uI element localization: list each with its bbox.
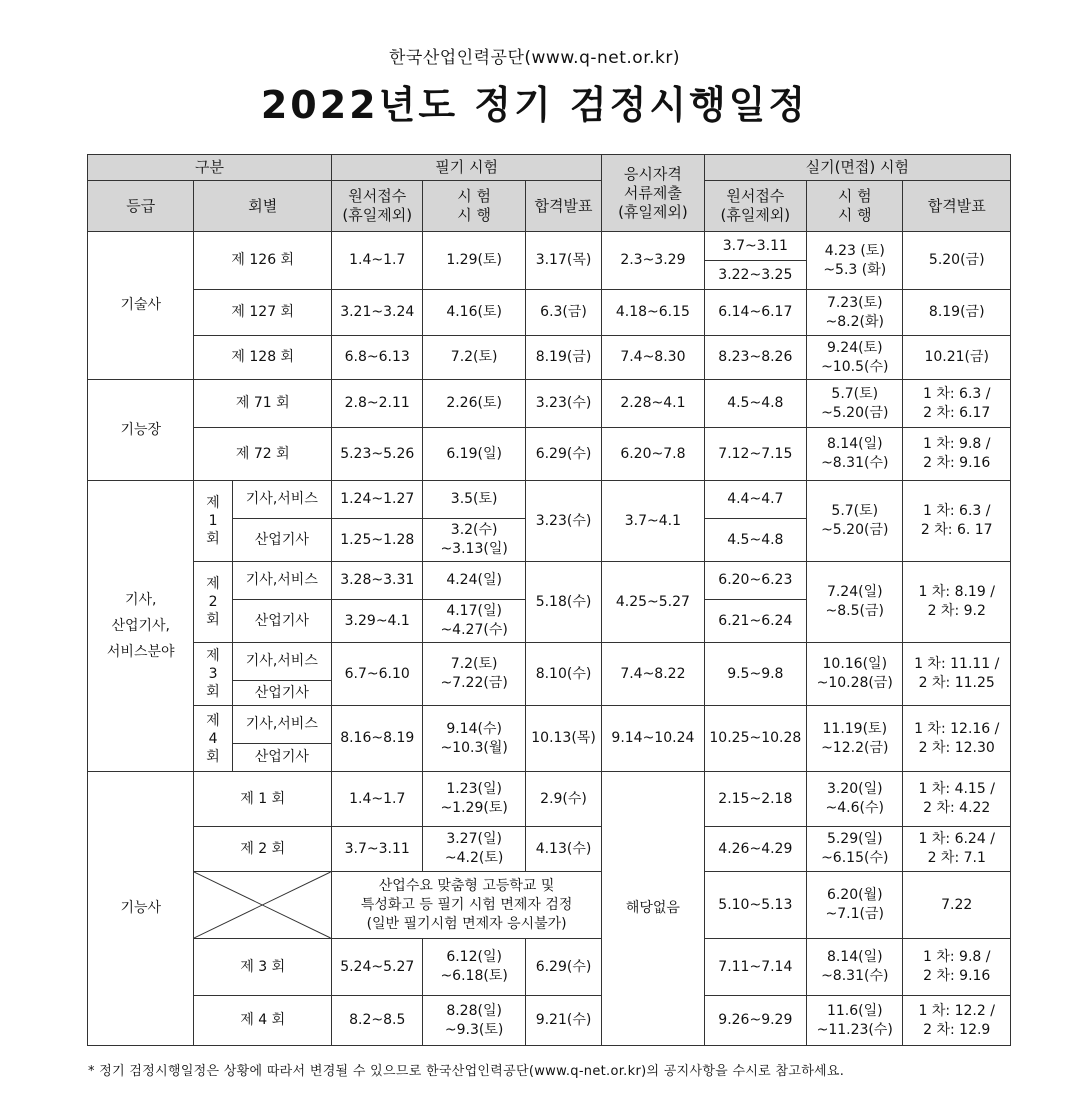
table-row: 산업기사 [88,681,1011,706]
table-row: 제 128 회 6.8~6.13 7.2(토) 8.19(금) 7.4~8.30 8.23~8.26 9.24(토) ~10.5(수) 10.21(금) [88,336,1011,380]
header-silgi: 실기(면접) 시험 [704,155,1010,181]
table-row: 산업기사 [88,744,1011,772]
table-row: 산업수요 맞춤형 고등학교 및 특성화고 등 필기 시험 면제자 검정 (일반 필기시험 면제자 응시불가) 5.10~5.13 6.20(월) ~7.1(금) 7.22 [88,872,1011,939]
header-row-1 [88,155,1011,181]
header-p-exam: 시 험 시 행 [423,181,525,232]
table-row: 제 4 회 8.2~8.5 8.28(일) ~9.3(토) 9.21(수) 9.26~9.29 11.6(일) ~11.23(수) 1 차: 12.2 / 2 차: 12.9 [88,996,1011,1046]
header-p-result: 합격발표 [525,181,601,232]
header-s-apply: 원서접수 (휴일제외) [704,181,806,232]
header-pilgi: 필기 시험 [332,155,602,181]
header-gubun: 구분 [88,155,332,181]
grade-gisa: 기사, 산업기사, 서비스분야 [88,481,194,772]
footnote: * 정기 검정시행일정은 상황에 따라서 변경될 수 있으므로 한국산업인력공단(www.q-net.or.kr)의 공지사항을 수시로 참고하세요. [88,1064,845,1079]
header-p-apply: 원서접수 (휴일제외) [332,181,423,232]
header-s-exam: 시 험 시 행 [807,181,903,232]
crossed-out-cell [194,872,332,939]
table-row: 제 127 회 3.21~3.24 4.16(토) 6.3(금) 4.18~6.15 6.14~6.17 7.23(토) ~8.2(화) 8.19(금) [88,290,1011,336]
table-row: 제 72 회 5.23~5.26 6.19(일) 6.29(수) 6.20~7.8 7.12~7.15 8.14(일) ~8.31(수) 1 차: 9.8 / 2 차: 9.16 [88,428,1011,481]
grade-gineungsa: 기능사 [88,772,194,1046]
grade-gineungjang: 기능장 [88,380,194,481]
table-row: 산업기사 1.25~1.28 3.2(수) ~3.13(일) 4.5~4.8 [88,519,1011,562]
table-row: 기사, 산업기사, 서비스분야 제 1 회 기사,서비스 1.24~1.27 3.5(토) 3.23(수) 3.7~4.1 4.4~4.7 5.7(토) ~5.20(금) 1 차: 6.3 / 2 차: 6. 17 [88,481,1011,519]
grade-gisulsa: 기술사 [88,232,194,380]
table-row: 제 4 회 기사,서비스 8.16~8.19 9.14(수) ~10.3(월) 10.13(목) 9.14~10.24 10.25~10.28 11.19(토) ~12.2(금) 1 차: 12.16 / 2 차: 12.30 [88,706,1011,744]
table-row: 산업기사 3.29~4.1 4.17(일) ~4.27(수) 6.21~6.24 [88,600,1011,643]
table-row: 3.22~3.25 [88,261,1011,290]
cross-mark-icon [194,872,331,938]
table-row: 제 2 회 3.7~3.11 3.27(일) ~4.2(토) 4.13(수) 4.26~4.29 5.29(일) ~6.15(수) 1 차: 6.24 / 2 차: 7.1 [88,827,1011,872]
table-row: 기술사 제 126 회 1.4~1.7 1.29(토) 3.17(목) 2.3~3.29 3.7~3.11 4.23 (토) ~5.3 (화) 5.20(금) [88,232,1011,261]
table-row: 제 3 회 기사,서비스 6.7~6.10 7.2(토) ~7.22(금) 8.10(수) 7.4~8.22 9.5~9.8 10.16(일) ~10.28(금) 1 차: 11.11 / 2 차: 11.25 [88,643,1011,681]
table-row: 기능사 제 1 회 1.4~1.7 1.23(일) ~1.29(토) 2.9(수) 해당없음 2.15~2.18 3.20(일) ~4.6(수) 1 차: 4.15 / 2 차: 4.22 [88,772,1011,827]
table-row: 기능장 제 71 회 2.8~2.11 2.26(토) 3.23(수) 2.28~4.1 4.5~4.8 5.7(토) ~5.20(금) 1 차: 6.3 / 2 차: 6.17 [88,380,1011,428]
table-row: 제 2 회 기사,서비스 3.28~3.31 4.24(일) 5.18(수) 4.25~5.27 6.20~6.23 7.24(일) ~8.5(금) 1 차: 8.19 / 2 차: 9.2 [88,562,1011,600]
header-round: 회별 [194,181,332,232]
header-s-result: 합격발표 [903,181,1011,232]
page-title: 2022년도 정기 검정시행일정 [260,83,809,127]
header-row-2 [88,181,1011,232]
header-grade: 등급 [88,181,194,232]
source-line: 한국산업인력공단(www.q-net.or.kr) [389,48,680,68]
header-doc: 응시자격 서류제출 (휴일제외) [602,155,704,232]
special-exam-note: 산업수요 맞춤형 고등학교 및 특성화고 등 필기 시험 면제자 검정 (일반 필기시험 면제자 응시불가) [332,872,602,939]
table-row: 제 3 회 5.24~5.27 6.12(일) ~6.18(토) 6.29(수) 7.11~7.14 8.14(일) ~8.31(수) 1 차: 9.8 / 2 차: 9.16 [88,939,1011,996]
schedule-table [87,154,1011,1046]
doc-not-applicable: 해당없음 [602,772,704,1046]
